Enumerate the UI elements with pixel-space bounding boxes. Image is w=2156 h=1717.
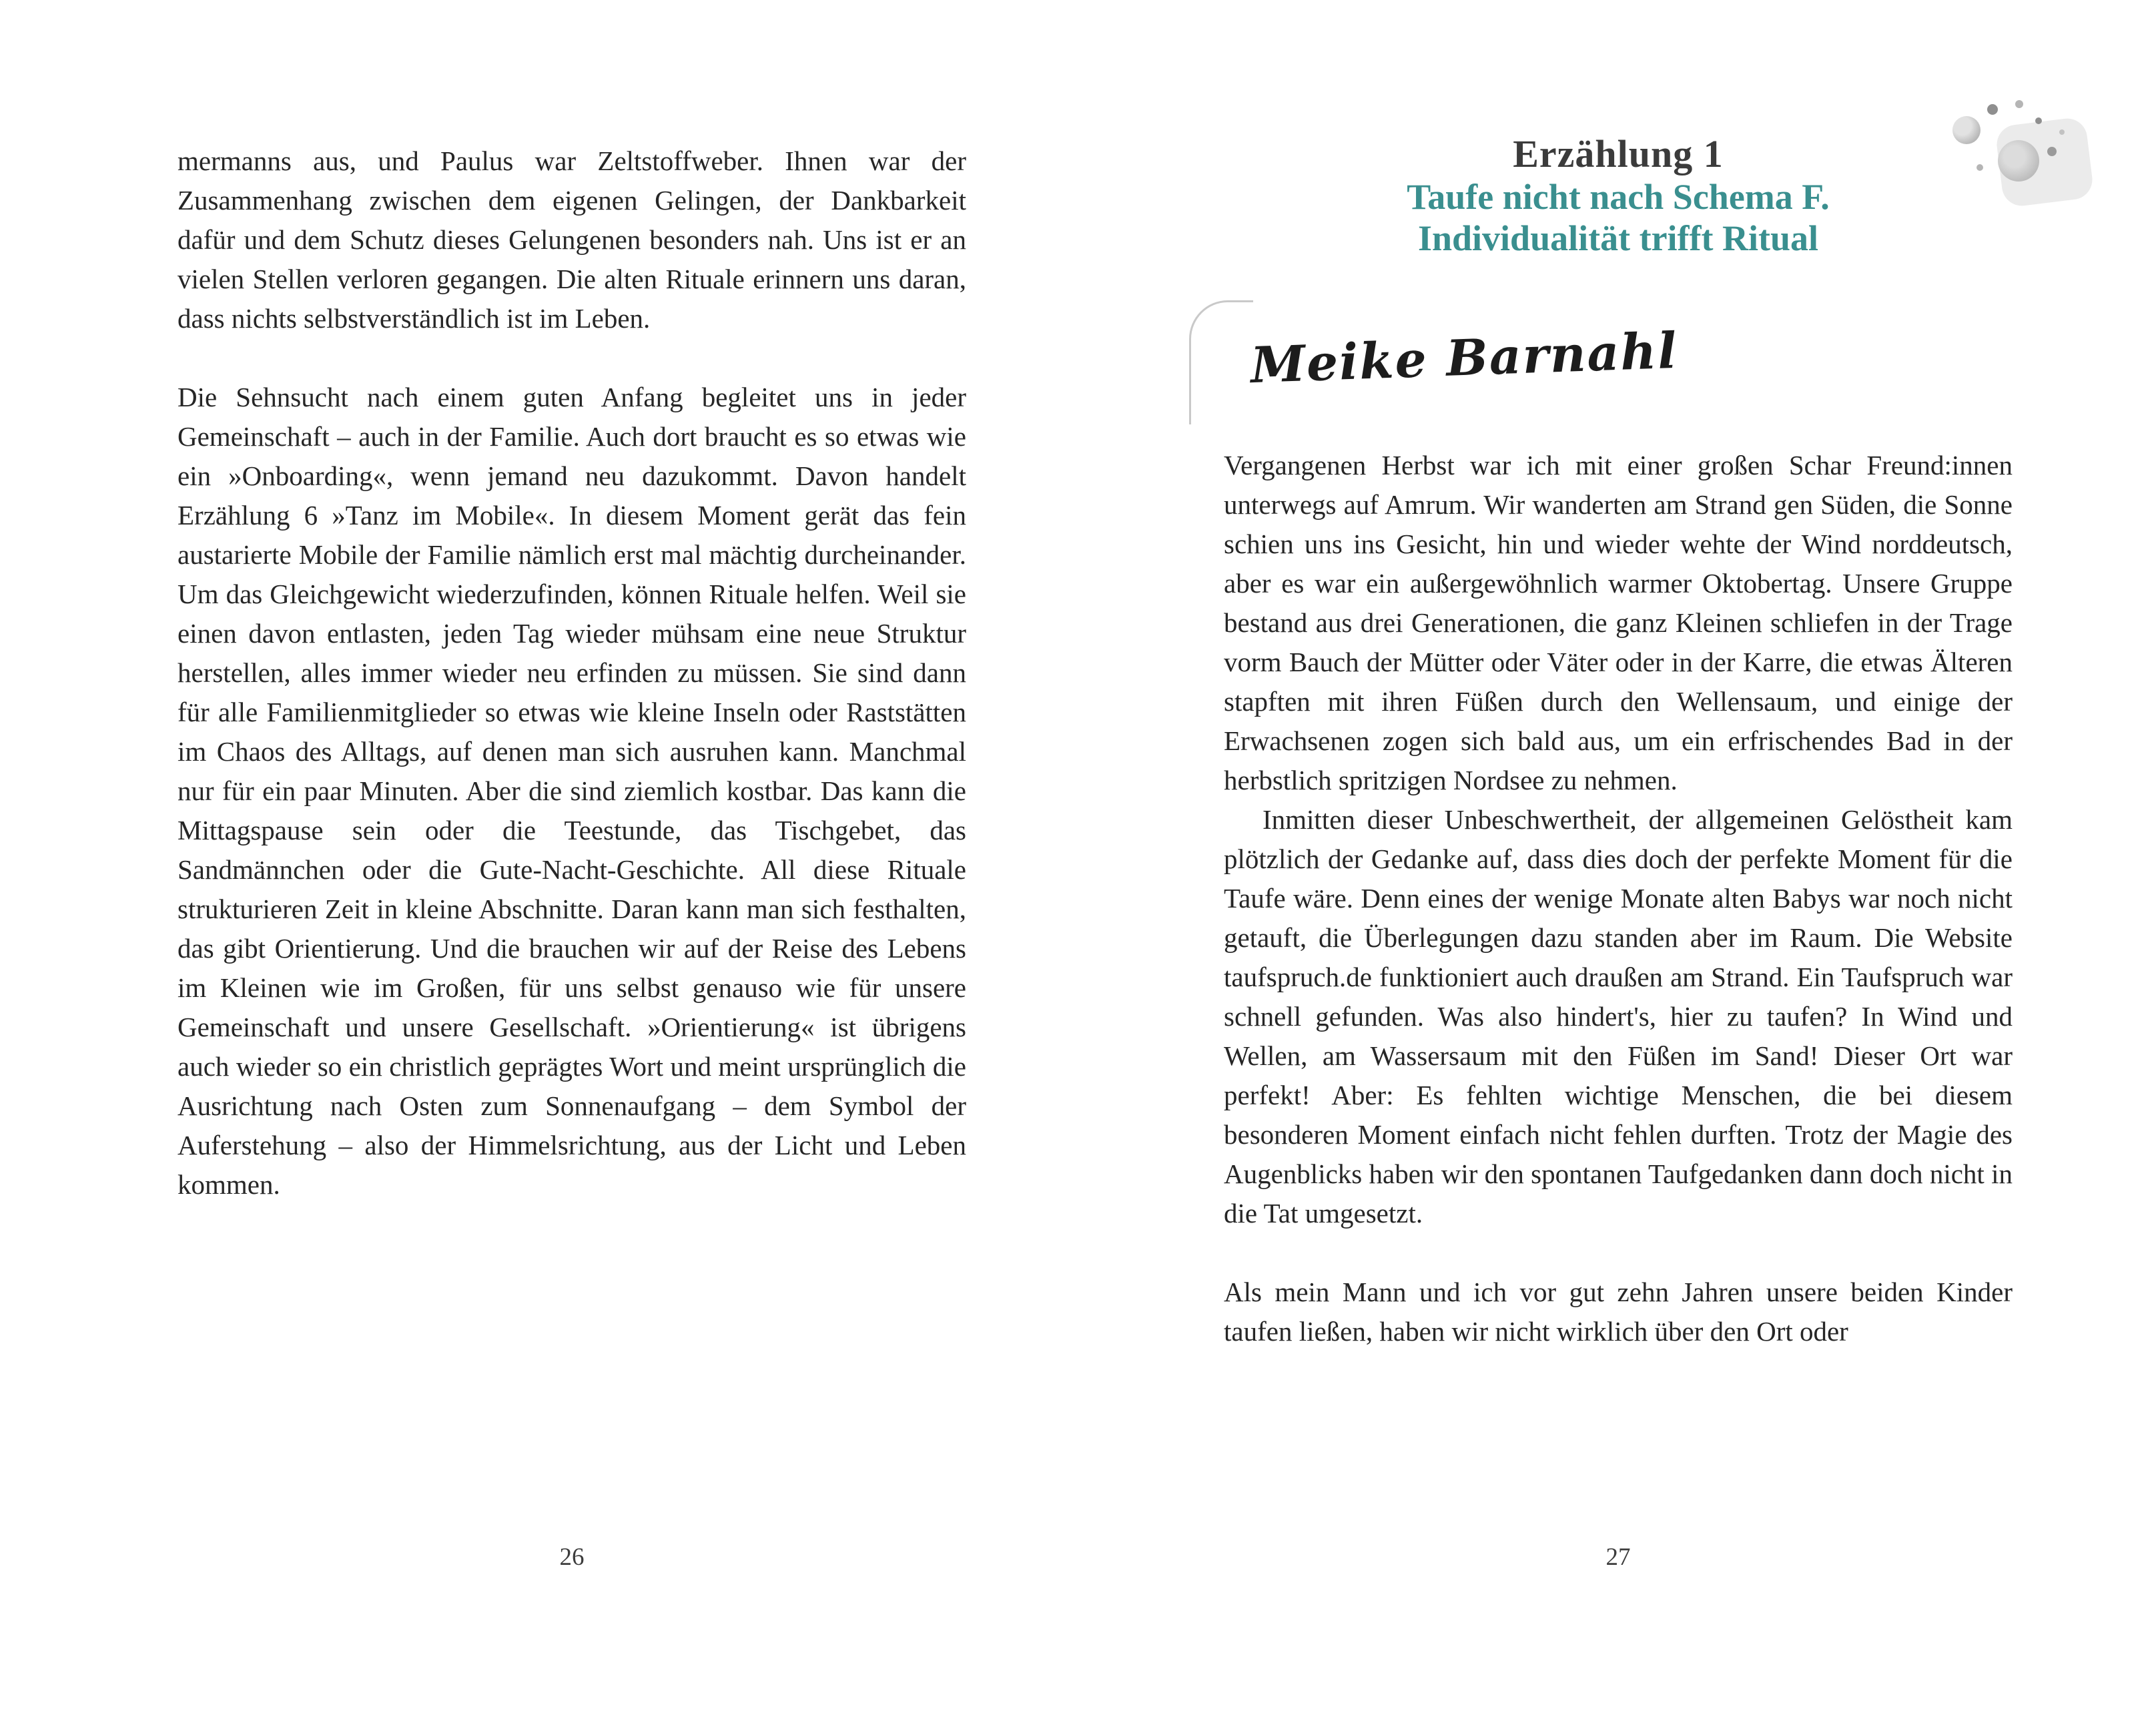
page-number-right: 27: [1605, 1543, 1631, 1571]
left-page-paragraph: mermanns aus, und Paulus war Zeltstoffweber. Ihnen war der Zusammenhang zwischen dem eigenen Gelingen, der Dankbarkeit dafür und dem Schutz dieses Gelungenen besonders nah. Uns ist er an vielen Stellen verloren gegangen. Die alten Rituale erinnern uns daran, dass nichts selbstverständlich ist im Leben.: [177, 145, 966, 334]
author-name: Meike Barnahl: [1249, 322, 1679, 395]
author-block: [1189, 294, 1790, 434]
bubble-icon: [1987, 104, 1998, 115]
right-page-paragraph: Vergangenen Herbst war ich mit einer großen Schar Freund:innen unterwegs auf Amrum. Wir wanderten am Strand gen Süden, die Sonne schien uns ins Gesicht, hin und wieder wehte der Wind norddeutsch, aber es war ein außergewöhnlich warmer Oktobertag. Unsere Gruppe bestand aus drei Generationen, die ganz Kleinen schliefen in der Trage vorm Bauch der Mütter oder Väter oder in der Karre, die etwas Älteren stapften mit ihren Füßen durch den Wellensaum, und einige der Erwachsenen zogen sich bald aus, um ein erfrischendes Bad in der herbstlich spritzigen Nordsee zu nehmen.: [1224, 450, 2013, 795]
chapter-subtitle-line1: Taufe nicht nach Schema F.: [1407, 177, 1830, 217]
quote-bracket-decoration: [1189, 300, 1253, 424]
bubble-icon: [2047, 147, 2057, 156]
bubble-icon: [2035, 117, 2042, 124]
left-page-paragraph: Die Sehnsucht nach einem guten Anfang begleitet uns in jeder Gemeinschaft – auch in der Familie. Auch dort braucht es so etwas wie ein »Onboarding«, wenn jemand neu dazukommt. Davon handelt Erzählung 6 »Tanz im Mobile«. In diesem Moment gerät das fein austarierte Mobile der Familie nämlich erst mal mächtig durcheinander. Um das Gleichgewicht wiederzufinden, können Rituale helfen. Weil sie einen davon entlasten, jeden Tag wieder mühsam eine neue Struktur herstellen, alles immer wieder neu erfinden zu müssen. Sie sind dann für alle Familienmitglieder so etwas wie kleine Inseln oder Raststätten im Chaos des Alltags, auf denen man sich ausruhen kann. Manchmal nur für ein paar Minuten. Aber die sind ziemlich kostbar. Das kann die Mittagspause sein oder die Teestunde, das Tischgebet, das Sandmännchen oder die Gute-Nacht-Geschichte. All diese Rituale strukturieren Zeit in kleine Abschnitte. Daran kann man sich festhalten, das gibt Orientierung. Und die brauchen wir auf der Reise des Lebens im Kleinen wie im Großen, für uns selbst genauso wie für unsere Gemeinschaft und unsere Gesellschaft. »Orientierung« ist übrigens auch wieder so ein christlich geprägtes Wort und meint ursprünglich die Ausrichtung nach Osten zum Sonnenaufgang – dem Symbol der Auferstehung – also der Himmelsrichtung, aus der Licht und Leben kommen.: [177, 382, 966, 1200]
bubble-icon: [2015, 100, 2023, 108]
right-page-paragraph: Inmitten dieser Unbeschwertheit, der allgemeinen Gelöstheit kam plötzlich der Gedanke auf, dass dies doch der perfekte Moment für die Taufe wäre. Denn eines der wenige Monate alten Babys war noch nicht getauft, die Überlegungen dazu standen aber im Raum. Die Website taufspruch.de funktioniert auch draußen am Strand. Ein Taufspruch war schnell gefunden. Was also hindert's, hier zu taufen? In Wind und Wellen, am Wassersaum mit den Füßen im Sand! Dieser Ort war perfekt! Aber: Es fehlten wichtige Menschen, die bei diesem besonderen Moment einfach nicht fehlen durften. Trotz der Magie des Augenblicks haben wir den spontanen Taufgedanken dann doch nicht in die Tat umgesetzt.: [1224, 804, 2013, 1229]
right-page-text-column: [1224, 446, 2013, 1351]
chapter-subtitle-line2: Individualität trifft Ritual: [1417, 218, 1819, 258]
page-number-left: 26: [559, 1543, 585, 1571]
bubble-icon: [2059, 129, 2065, 135]
chapter-heading: [1224, 132, 2013, 259]
chapter-number-title: Erzählung 1: [1513, 132, 1724, 176]
right-page-paragraph: Als mein Mann und ich vor gut zehn Jahren unsere beiden Kinder taufen ließen, haben wir nicht wirklich über den Ort oder: [1224, 1277, 2013, 1347]
left-page-text-column: [177, 141, 966, 1205]
